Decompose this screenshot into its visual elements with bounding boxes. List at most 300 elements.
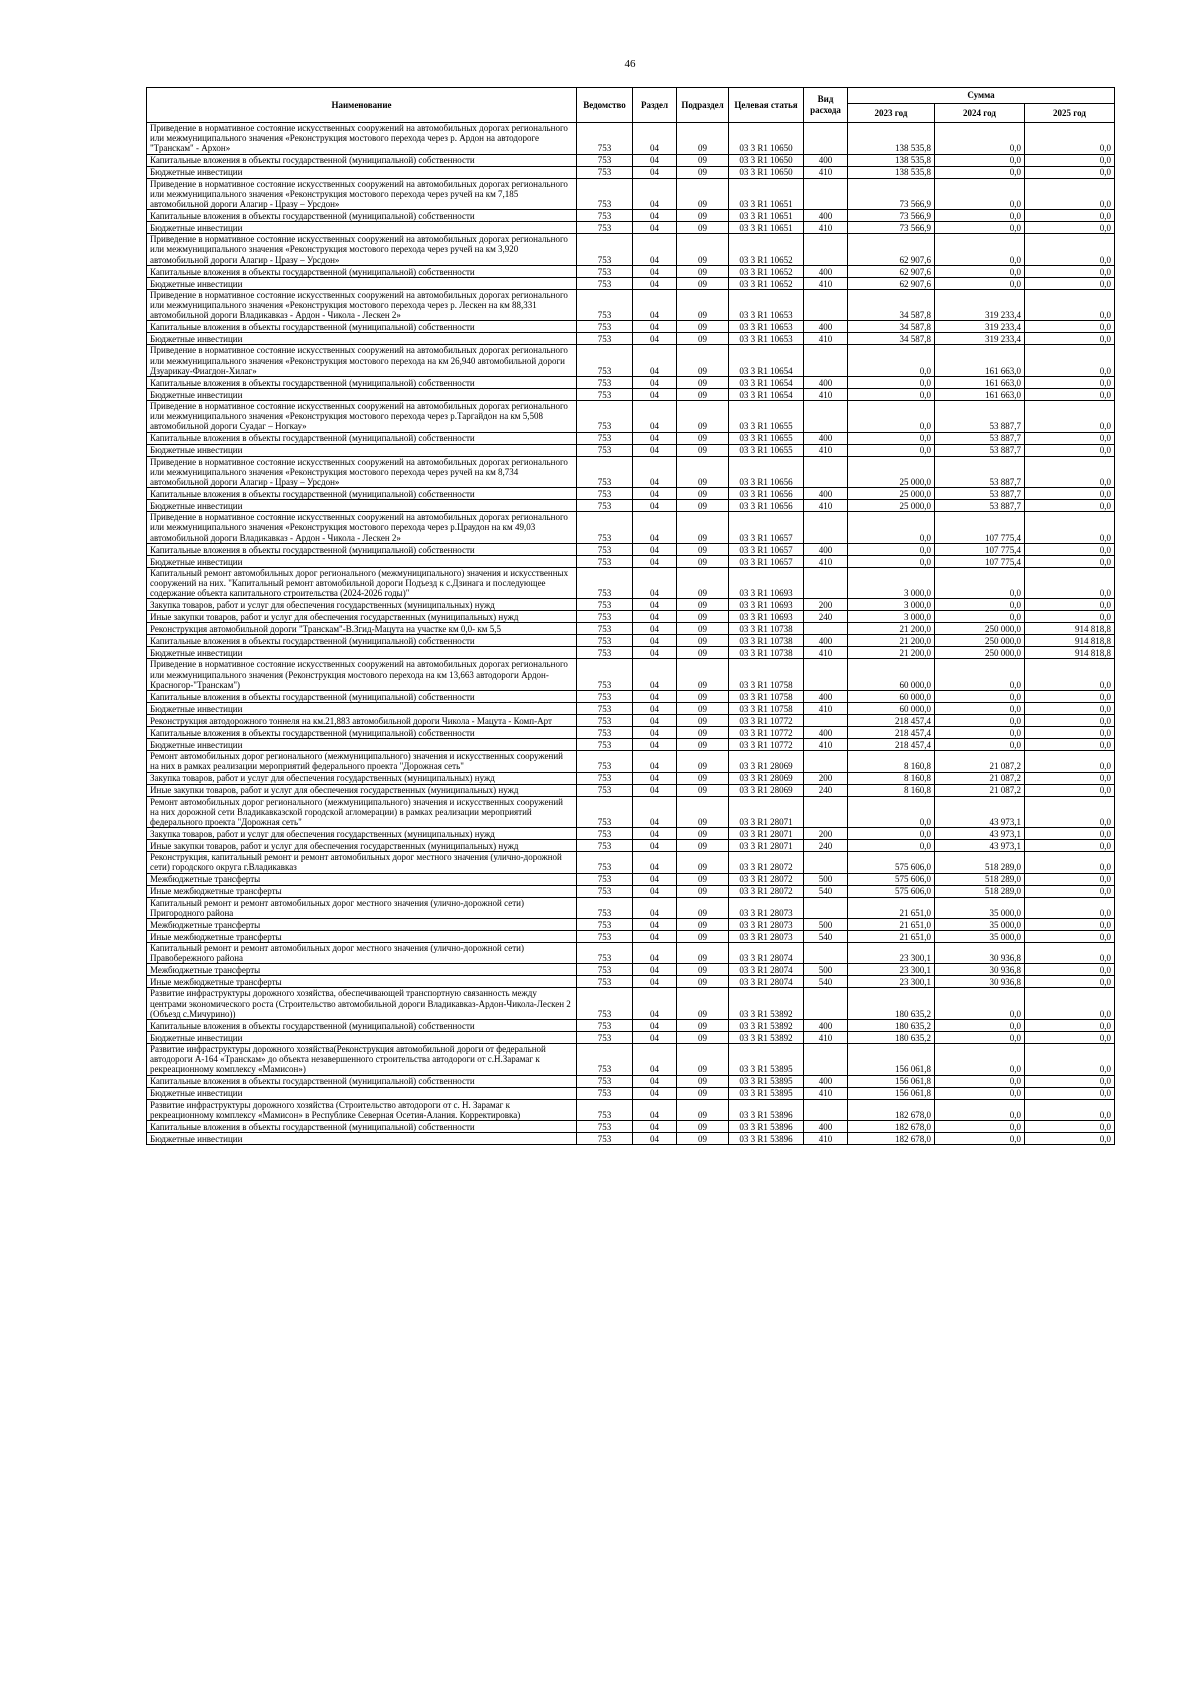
cell-name: Реконструкция автомобильной дороги "Транскам"-В.Згид-Мацута на участке км 0,0- км 5,5 [147, 623, 577, 635]
cell-section: 04 [633, 289, 677, 321]
cell-target-article: 03 3 R1 53896 [729, 1099, 804, 1120]
cell-subsection: 09 [677, 727, 729, 739]
table-row [147, 691, 1115, 703]
cell-sum-2025: 0,0 [1025, 377, 1115, 389]
cell-ministry: 753 [577, 976, 633, 988]
cell-target-article: 03 3 R1 10654 [729, 345, 804, 377]
table-row [147, 210, 1115, 222]
table-row [147, 377, 1115, 389]
table-row [147, 930, 1115, 942]
cell-sum-2024: 250 000,0 [935, 635, 1025, 647]
cell-expense-type [804, 289, 848, 321]
cell-sum-2024: 43 973,1 [935, 840, 1025, 852]
table-row [147, 715, 1115, 727]
cell-sum-2023: 0,0 [848, 345, 935, 377]
cell-subsection: 09 [677, 500, 729, 512]
cell-ministry: 753 [577, 784, 633, 796]
cell-section: 04 [633, 647, 677, 659]
cell-subsection: 09 [677, 234, 729, 266]
table-row [147, 1099, 1115, 1120]
cell-sum-2023: 62 907,6 [848, 277, 935, 289]
cell-sum-2023: 23 300,1 [848, 964, 935, 976]
cell-subsection: 09 [677, 154, 729, 166]
cell-sum-2023: 25 000,0 [848, 456, 935, 488]
cell-expense-type: 200 [804, 828, 848, 840]
cell-subsection: 09 [677, 918, 729, 930]
cell-sum-2024: 250 000,0 [935, 623, 1025, 635]
cell-expense-type [804, 897, 848, 918]
cell-subsection: 09 [677, 873, 729, 885]
cell-sum-2025: 0,0 [1025, 942, 1115, 963]
cell-ministry: 753 [577, 500, 633, 512]
cell-target-article: 03 3 R1 10654 [729, 377, 804, 389]
cell-ministry: 753 [577, 555, 633, 567]
cell-expense-type: 240 [804, 784, 848, 796]
cell-subsection: 09 [677, 277, 729, 289]
cell-sum-2025: 0,0 [1025, 389, 1115, 401]
cell-sum-2025: 0,0 [1025, 1132, 1115, 1144]
cell-section: 04 [633, 976, 677, 988]
cell-subsection: 09 [677, 852, 729, 873]
cell-target-article: 03 3 R1 10652 [729, 234, 804, 266]
cell-sum-2024: 53 887,7 [935, 500, 1025, 512]
cell-subsection: 09 [677, 796, 729, 828]
table-row [147, 444, 1115, 456]
cell-ministry: 753 [577, 333, 633, 345]
cell-sum-2024: 107 775,4 [935, 555, 1025, 567]
cell-subsection: 09 [677, 567, 729, 599]
table-row [147, 1031, 1115, 1043]
cell-subsection: 09 [677, 976, 729, 988]
cell-expense-type: 400 [804, 727, 848, 739]
cell-section: 04 [633, 691, 677, 703]
cell-sum-2024: 0,0 [935, 659, 1025, 691]
cell-sum-2025: 0,0 [1025, 345, 1115, 377]
cell-sum-2023: 182 678,0 [848, 1120, 935, 1132]
cell-sum-2024: 319 233,4 [935, 289, 1025, 321]
cell-sum-2025: 0,0 [1025, 727, 1115, 739]
cell-ministry: 753 [577, 512, 633, 544]
cell-sum-2023: 218 457,4 [848, 727, 935, 739]
table-row [147, 942, 1115, 963]
cell-expense-type: 410 [804, 1132, 848, 1144]
cell-section: 04 [633, 897, 677, 918]
cell-ministry: 753 [577, 930, 633, 942]
cell-sum-2025: 0,0 [1025, 691, 1115, 703]
table-row [147, 500, 1115, 512]
cell-target-article: 03 3 R1 28069 [729, 784, 804, 796]
cell-subsection: 09 [677, 1031, 729, 1043]
cell-ministry: 753 [577, 567, 633, 599]
cell-expense-type: 410 [804, 739, 848, 751]
cell-sum-2023: 21 651,0 [848, 897, 935, 918]
cell-ministry: 753 [577, 1132, 633, 1144]
cell-subsection: 09 [677, 840, 729, 852]
cell-subsection: 09 [677, 964, 729, 976]
cell-name: Ремонт автомобильных дорог регионального (межмуниципального) значения и искусственных сооружений на них дорожной сети Владикавказской городской агломерации) в рамках реализации мероприятий федерального проекта "Дорожная сеть" [147, 796, 577, 828]
cell-sum-2024: 53 887,7 [935, 456, 1025, 488]
page-number: 46 [624, 58, 636, 70]
cell-sum-2024: 0,0 [935, 234, 1025, 266]
cell-expense-type: 400 [804, 691, 848, 703]
cell-subsection: 09 [677, 123, 729, 155]
cell-subsection: 09 [677, 321, 729, 333]
cell-ministry: 753 [577, 964, 633, 976]
cell-expense-type [804, 1099, 848, 1120]
cell-subsection: 09 [677, 401, 729, 433]
cell-section: 04 [633, 265, 677, 277]
cell-target-article: 03 3 R1 10738 [729, 647, 804, 659]
cell-section: 04 [633, 210, 677, 222]
cell-target-article: 03 3 R1 28071 [729, 796, 804, 828]
cell-section: 04 [633, 1075, 677, 1087]
cell-sum-2023: 138 535,8 [848, 123, 935, 155]
cell-sum-2025: 0,0 [1025, 333, 1115, 345]
header-year-2025: 2025 год [1025, 104, 1115, 123]
cell-ministry: 753 [577, 988, 633, 1020]
cell-sum-2023: 60 000,0 [848, 659, 935, 691]
cell-name: Межбюджетные трансферты [147, 964, 577, 976]
cell-sum-2024: 30 936,8 [935, 964, 1025, 976]
cell-name: Иные закупки товаров, работ и услуг для обеспечения государственных (муниципальных) нужд [147, 784, 577, 796]
cell-subsection: 09 [677, 1087, 729, 1099]
cell-expense-type [804, 178, 848, 210]
cell-expense-type [804, 988, 848, 1020]
cell-sum-2023: 0,0 [848, 543, 935, 555]
cell-name: Реконструкция, капитальный ремонт и ремонт автомобильных дорог местного значения (улично-дорожной сети) городского округа г.Владикавказ [147, 852, 577, 873]
table-row [147, 976, 1115, 988]
header-ministry: Ведомство [577, 88, 633, 123]
cell-expense-type: 240 [804, 611, 848, 623]
cell-ministry: 753 [577, 828, 633, 840]
cell-sum-2025: 0,0 [1025, 500, 1115, 512]
cell-target-article: 03 3 R1 10651 [729, 222, 804, 234]
header-year-2023: 2023 год [848, 104, 935, 123]
cell-sum-2023: 575 606,0 [848, 873, 935, 885]
cell-section: 04 [633, 1019, 677, 1031]
cell-sum-2025: 0,0 [1025, 265, 1115, 277]
table-row [147, 635, 1115, 647]
cell-target-article: 03 3 R1 10657 [729, 512, 804, 544]
cell-sum-2023: 156 061,8 [848, 1043, 935, 1075]
cell-sum-2025: 0,0 [1025, 1031, 1115, 1043]
cell-sum-2024: 35 000,0 [935, 930, 1025, 942]
cell-sum-2024: 518 289,0 [935, 873, 1025, 885]
cell-ministry: 753 [577, 599, 633, 611]
cell-name: Капитальный ремонт и ремонт автомобильных дорог местного значения (улично-дорожной сети) Пригородного района [147, 897, 577, 918]
cell-target-article: 03 3 R1 10653 [729, 333, 804, 345]
table-row [147, 885, 1115, 897]
cell-subsection: 09 [677, 432, 729, 444]
cell-expense-type [804, 659, 848, 691]
table-row [147, 852, 1115, 873]
cell-target-article: 03 3 R1 28069 [729, 772, 804, 784]
cell-subsection: 09 [677, 333, 729, 345]
cell-ministry: 753 [577, 715, 633, 727]
cell-target-article: 03 3 R1 10655 [729, 432, 804, 444]
cell-name: Бюджетные инвестиции [147, 647, 577, 659]
cell-subsection: 09 [677, 178, 729, 210]
cell-sum-2023: 8 160,8 [848, 751, 935, 772]
cell-sum-2025: 0,0 [1025, 166, 1115, 178]
cell-name: Бюджетные инвестиции [147, 1031, 577, 1043]
cell-ministry: 753 [577, 751, 633, 772]
cell-sum-2024: 161 663,0 [935, 345, 1025, 377]
cell-name: Бюджетные инвестиции [147, 739, 577, 751]
cell-sum-2023: 0,0 [848, 828, 935, 840]
cell-sum-2024: 0,0 [935, 222, 1025, 234]
cell-expense-type: 500 [804, 873, 848, 885]
cell-sum-2025: 0,0 [1025, 885, 1115, 897]
cell-sum-2023: 0,0 [848, 389, 935, 401]
cell-subsection: 09 [677, 1043, 729, 1075]
cell-expense-type: 400 [804, 265, 848, 277]
cell-target-article: 03 3 R1 10693 [729, 599, 804, 611]
cell-sum-2023: 62 907,6 [848, 265, 935, 277]
cell-sum-2023: 34 587,8 [848, 321, 935, 333]
cell-subsection: 09 [677, 555, 729, 567]
cell-sum-2023: 60 000,0 [848, 691, 935, 703]
cell-sum-2025: 914 818,8 [1025, 647, 1115, 659]
header-sum: Сумма [848, 88, 1115, 104]
cell-sum-2024: 30 936,8 [935, 976, 1025, 988]
cell-sum-2024: 0,0 [935, 1132, 1025, 1144]
cell-ministry: 753 [577, 623, 633, 635]
cell-sum-2023: 575 606,0 [848, 885, 935, 897]
table-row [147, 432, 1115, 444]
cell-subsection: 09 [677, 784, 729, 796]
cell-expense-type: 400 [804, 1019, 848, 1031]
cell-subsection: 09 [677, 389, 729, 401]
cell-target-article: 03 3 R1 10657 [729, 555, 804, 567]
cell-sum-2024: 0,0 [935, 123, 1025, 155]
cell-section: 04 [633, 964, 677, 976]
cell-subsection: 09 [677, 623, 729, 635]
cell-name: Межбюджетные трансферты [147, 873, 577, 885]
cell-sum-2024: 35 000,0 [935, 897, 1025, 918]
cell-section: 04 [633, 703, 677, 715]
cell-sum-2024: 53 887,7 [935, 401, 1025, 433]
cell-target-article: 03 3 R1 10653 [729, 289, 804, 321]
cell-section: 04 [633, 796, 677, 828]
cell-sum-2023: 0,0 [848, 377, 935, 389]
cell-sum-2024: 35 000,0 [935, 918, 1025, 930]
cell-sum-2024: 43 973,1 [935, 796, 1025, 828]
cell-subsection: 09 [677, 1120, 729, 1132]
cell-sum-2024: 161 663,0 [935, 377, 1025, 389]
cell-name: Капитальные вложения в объекты государственной (муниципальной) собственности [147, 1075, 577, 1087]
cell-section: 04 [633, 623, 677, 635]
header-name: Наименование [147, 88, 577, 123]
cell-sum-2024: 0,0 [935, 611, 1025, 623]
header-section: Раздел [633, 88, 677, 123]
cell-sum-2025: 0,0 [1025, 512, 1115, 544]
cell-sum-2023: 73 566,9 [848, 210, 935, 222]
cell-ministry: 753 [577, 1043, 633, 1075]
cell-sum-2024: 0,0 [935, 1019, 1025, 1031]
cell-sum-2025: 0,0 [1025, 739, 1115, 751]
cell-section: 04 [633, 512, 677, 544]
table-row [147, 512, 1115, 544]
cell-expense-type: 540 [804, 930, 848, 942]
cell-sum-2025: 0,0 [1025, 543, 1115, 555]
cell-sum-2025: 0,0 [1025, 401, 1115, 433]
cell-sum-2025: 0,0 [1025, 154, 1115, 166]
cell-sum-2023: 21 200,0 [848, 635, 935, 647]
cell-target-article: 03 3 R1 28074 [729, 976, 804, 988]
cell-sum-2025: 0,0 [1025, 456, 1115, 488]
cell-sum-2024: 53 887,7 [935, 432, 1025, 444]
budget-table [146, 87, 1115, 1145]
cell-section: 04 [633, 555, 677, 567]
table-row [147, 599, 1115, 611]
cell-name: Приведение в нормативное состояние искусственных сооружений на автомобильных дорогах регионального или межмуниципального значения «Реконструкция мостового перехода через р.Цраудон на км 49,03 автомобильной дороги Владикавказ - Ардон - Чикола - Лескен 2» [147, 512, 577, 544]
cell-target-article: 03 3 R1 53895 [729, 1087, 804, 1099]
cell-sum-2025: 0,0 [1025, 123, 1115, 155]
cell-target-article: 03 3 R1 10758 [729, 691, 804, 703]
table-header [147, 88, 1115, 123]
cell-target-article: 03 3 R1 10652 [729, 277, 804, 289]
cell-expense-type [804, 623, 848, 635]
cell-name: Капитальные вложения в объекты государственной (муниципальной) собственности [147, 265, 577, 277]
cell-sum-2024: 0,0 [935, 567, 1025, 599]
cell-subsection: 09 [677, 1099, 729, 1120]
cell-sum-2024: 0,0 [935, 1031, 1025, 1043]
table-row [147, 401, 1115, 433]
table-row [147, 289, 1115, 321]
cell-target-article: 03 3 R1 10656 [729, 488, 804, 500]
cell-target-article: 03 3 R1 10656 [729, 500, 804, 512]
cell-section: 04 [633, 488, 677, 500]
cell-name: Капитальные вложения в объекты государственной (муниципальной) собственности [147, 154, 577, 166]
cell-sum-2025: 0,0 [1025, 751, 1115, 772]
cell-ministry: 753 [577, 885, 633, 897]
cell-expense-type: 240 [804, 840, 848, 852]
cell-name: Бюджетные инвестиции [147, 1132, 577, 1144]
cell-subsection: 09 [677, 1075, 729, 1087]
cell-name: Бюджетные инвестиции [147, 703, 577, 715]
cell-subsection: 09 [677, 166, 729, 178]
cell-subsection: 09 [677, 222, 729, 234]
cell-sum-2023: 138 535,8 [848, 166, 935, 178]
cell-name: Иные межбюджетные трансферты [147, 930, 577, 942]
cell-expense-type: 540 [804, 976, 848, 988]
cell-sum-2024: 0,0 [935, 277, 1025, 289]
cell-section: 04 [633, 751, 677, 772]
cell-sum-2024: 250 000,0 [935, 647, 1025, 659]
cell-name: Бюджетные инвестиции [147, 166, 577, 178]
cell-sum-2023: 21 651,0 [848, 930, 935, 942]
cell-subsection: 09 [677, 599, 729, 611]
cell-section: 04 [633, 1099, 677, 1120]
cell-sum-2025: 0,0 [1025, 1019, 1115, 1031]
table-row [147, 456, 1115, 488]
cell-section: 04 [633, 715, 677, 727]
cell-sum-2025: 0,0 [1025, 873, 1115, 885]
cell-subsection: 09 [677, 543, 729, 555]
cell-sum-2023: 25 000,0 [848, 488, 935, 500]
cell-target-article: 03 3 R1 10655 [729, 444, 804, 456]
cell-target-article: 03 3 R1 10693 [729, 611, 804, 623]
cell-name: Приведение в нормативное состояние искусственных сооружений на автомобильных дорогах регионального или межмуниципального значения «Реконструкция мостового перехода через р.Таргайдон на км 5,508 автомобильной дороги Суадаг – Ногкау» [147, 401, 577, 433]
cell-sum-2023: 23 300,1 [848, 942, 935, 963]
table-row [147, 567, 1115, 599]
cell-target-article: 03 3 R1 10653 [729, 321, 804, 333]
cell-target-article: 03 3 R1 10655 [729, 401, 804, 433]
cell-expense-type [804, 345, 848, 377]
cell-sum-2023: 3 000,0 [848, 599, 935, 611]
cell-section: 04 [633, 1043, 677, 1075]
cell-target-article: 03 3 R1 10651 [729, 178, 804, 210]
cell-sum-2025: 0,0 [1025, 1099, 1115, 1120]
table-row [147, 345, 1115, 377]
cell-target-article: 03 3 R1 28073 [729, 918, 804, 930]
cell-target-article: 03 3 R1 10772 [729, 739, 804, 751]
cell-expense-type [804, 751, 848, 772]
table-row [147, 897, 1115, 918]
table-row [147, 772, 1115, 784]
cell-sum-2024: 21 087,2 [935, 751, 1025, 772]
cell-sum-2023: 156 061,8 [848, 1087, 935, 1099]
cell-expense-type: 540 [804, 885, 848, 897]
cell-sum-2023: 21 200,0 [848, 623, 935, 635]
cell-section: 04 [633, 930, 677, 942]
cell-section: 04 [633, 942, 677, 963]
cell-sum-2025: 0,0 [1025, 1043, 1115, 1075]
cell-ministry: 753 [577, 488, 633, 500]
table-row [147, 265, 1115, 277]
cell-expense-type: 200 [804, 599, 848, 611]
cell-sum-2025: 0,0 [1025, 321, 1115, 333]
cell-ministry: 753 [577, 796, 633, 828]
table-body [147, 123, 1115, 1145]
table-row [147, 488, 1115, 500]
cell-sum-2025: 0,0 [1025, 988, 1115, 1020]
cell-target-article: 03 3 R1 10650 [729, 123, 804, 155]
cell-target-article: 03 3 R1 28072 [729, 885, 804, 897]
cell-sum-2025: 0,0 [1025, 432, 1115, 444]
cell-target-article: 03 3 R1 10650 [729, 154, 804, 166]
cell-ministry: 753 [577, 1087, 633, 1099]
cell-sum-2023: 34 587,8 [848, 289, 935, 321]
cell-ministry: 753 [577, 222, 633, 234]
cell-section: 04 [633, 222, 677, 234]
cell-ministry: 753 [577, 703, 633, 715]
cell-sum-2024: 0,0 [935, 1043, 1025, 1075]
cell-name: Капитальный ремонт и ремонт автомобильных дорог местного значения (улично-дорожной сети) Правобережного района [147, 942, 577, 963]
cell-target-article: 03 3 R1 28071 [729, 840, 804, 852]
cell-target-article: 03 3 R1 10693 [729, 567, 804, 599]
cell-target-article: 03 3 R1 10758 [729, 659, 804, 691]
cell-target-article: 03 3 R1 53896 [729, 1132, 804, 1144]
cell-name: Реконструкция автодорожного тоннеля на км.21,883 автомобильной дороги Чикола - Мацута - Комп-Арт [147, 715, 577, 727]
table-row [147, 659, 1115, 691]
cell-section: 04 [633, 123, 677, 155]
cell-expense-type: 400 [804, 377, 848, 389]
cell-sum-2025: 0,0 [1025, 178, 1115, 210]
table-row [147, 222, 1115, 234]
cell-ministry: 753 [577, 377, 633, 389]
cell-section: 04 [633, 178, 677, 210]
cell-ministry: 753 [577, 772, 633, 784]
cell-sum-2024: 43 973,1 [935, 828, 1025, 840]
header-subsection: Подраздел [677, 88, 729, 123]
cell-sum-2023: 138 535,8 [848, 154, 935, 166]
table-row [147, 1120, 1115, 1132]
cell-target-article: 03 3 R1 10656 [729, 456, 804, 488]
cell-sum-2024: 0,0 [935, 703, 1025, 715]
cell-sum-2023: 73 566,9 [848, 222, 935, 234]
